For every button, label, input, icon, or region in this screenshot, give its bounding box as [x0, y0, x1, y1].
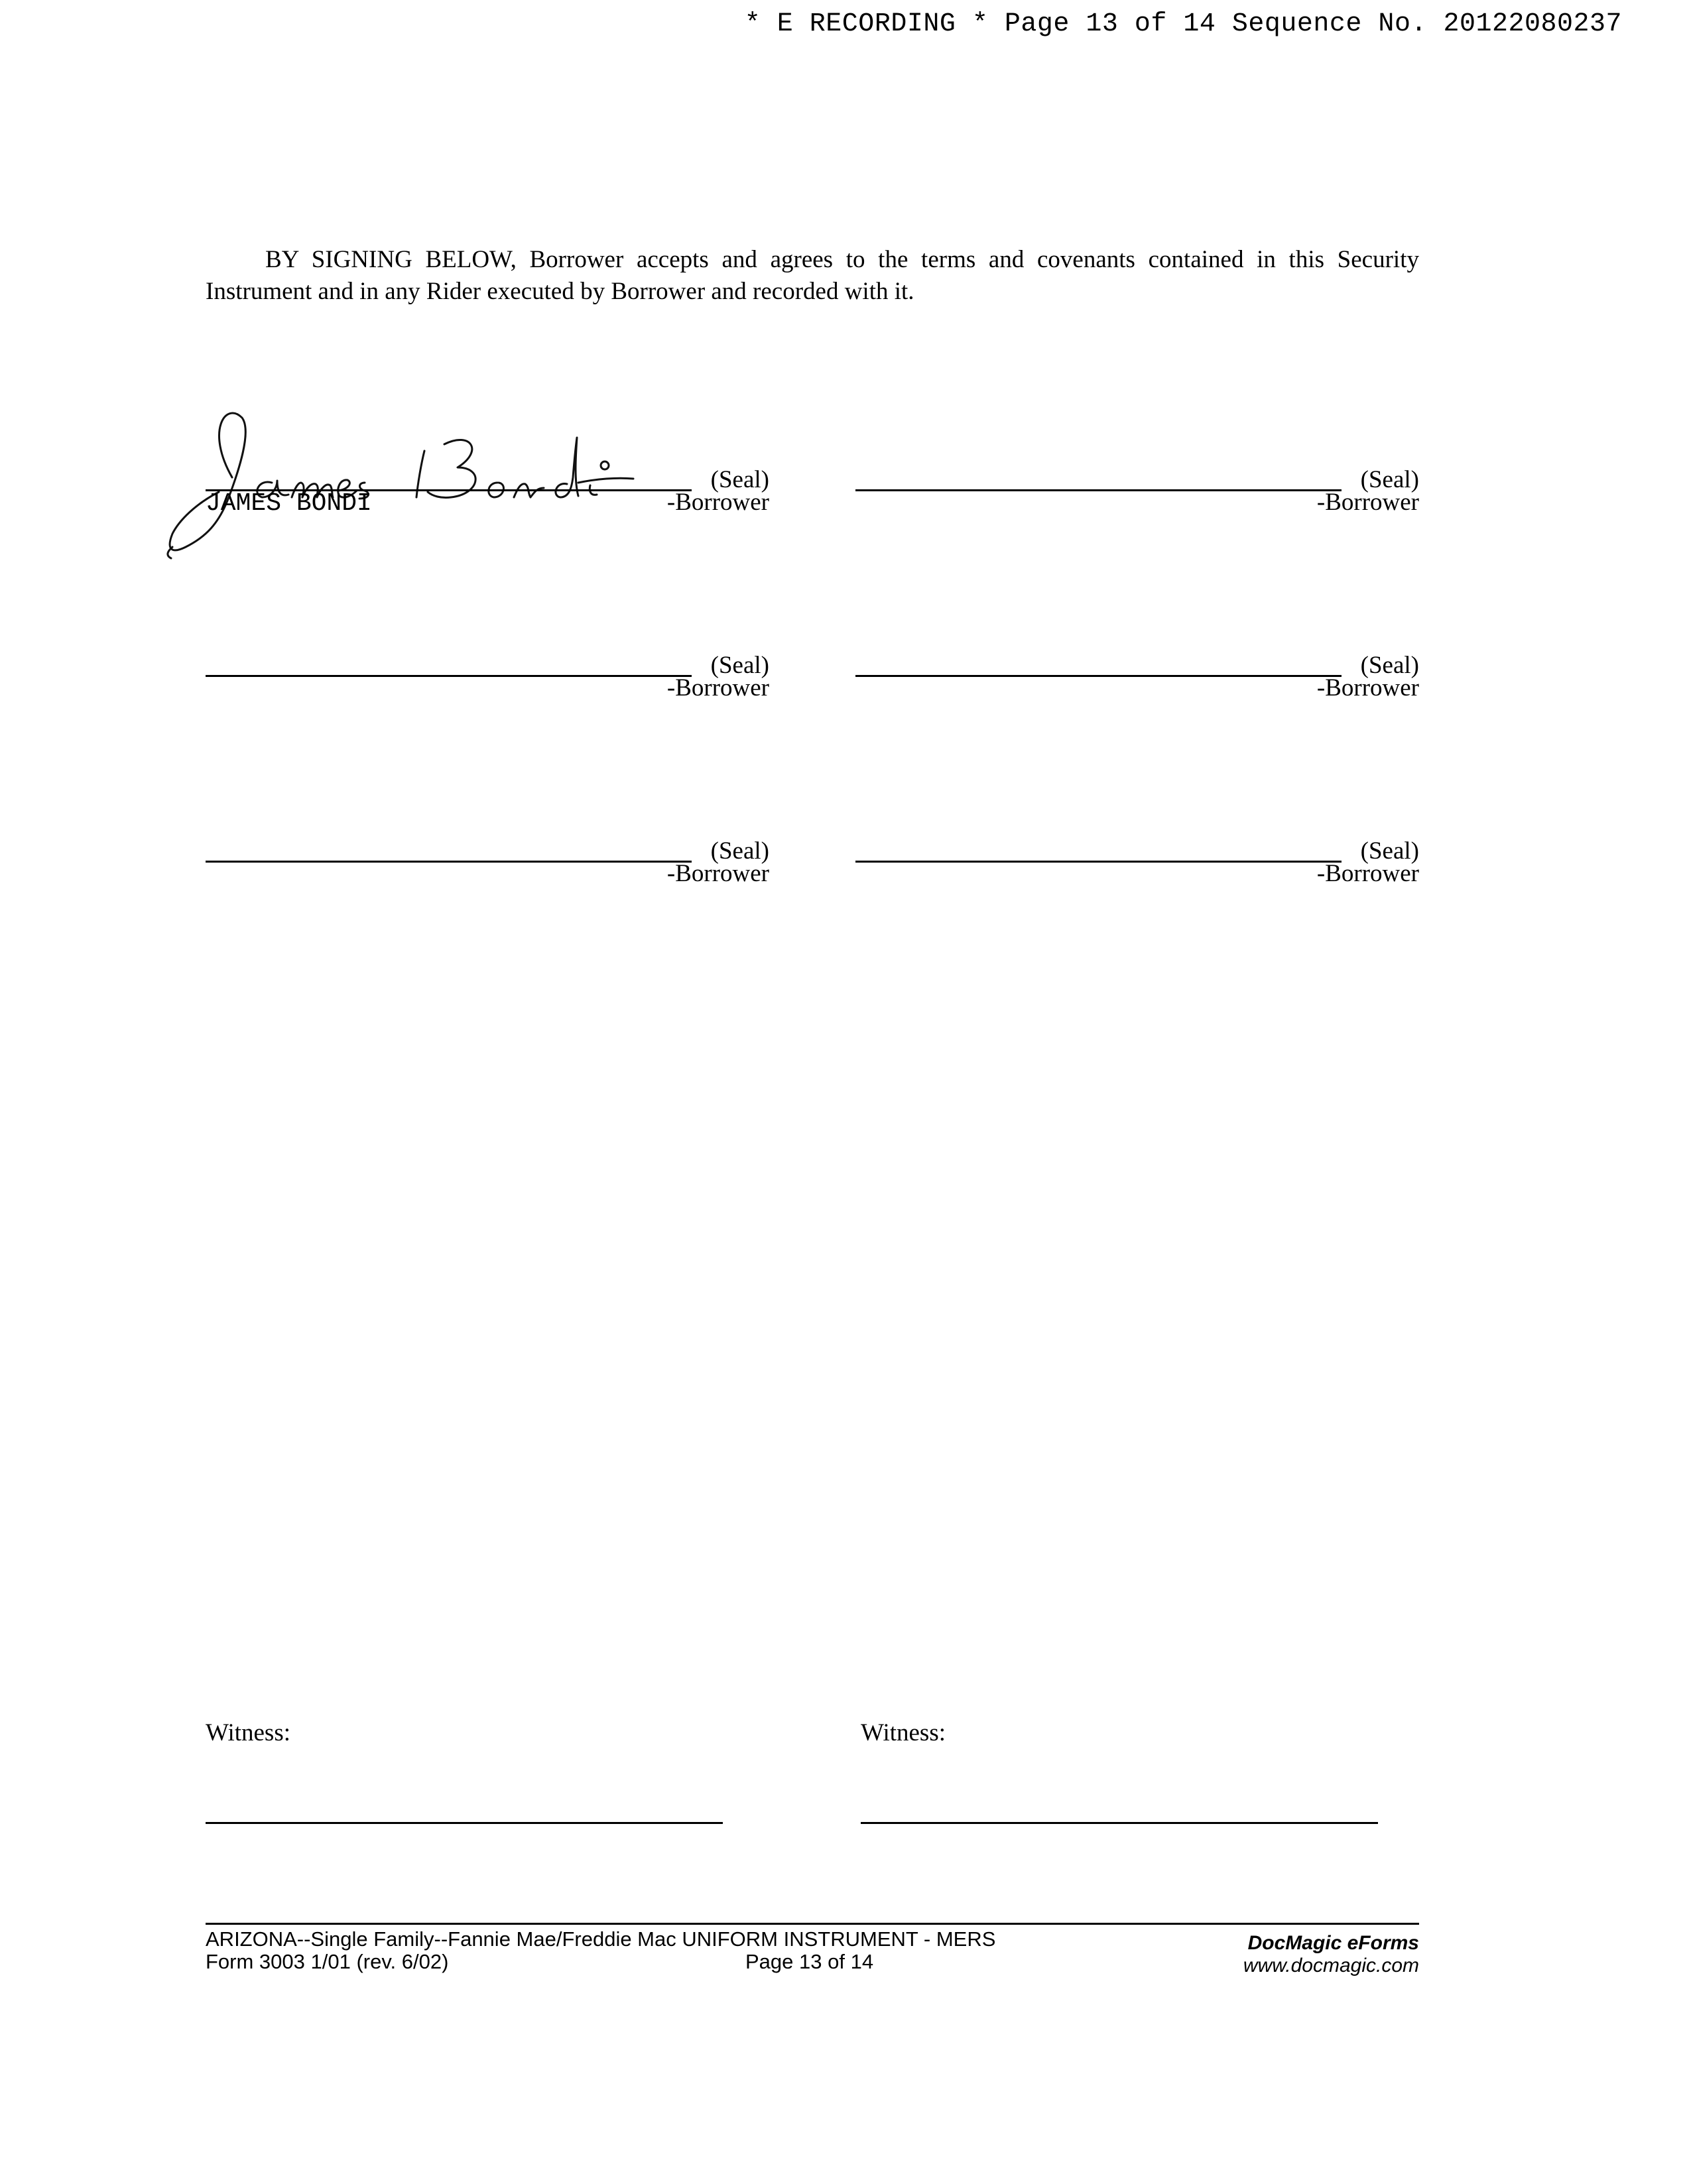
borrower-role-label: -Borrower — [1316, 860, 1419, 887]
footer-form-number: Form 3003 1/01 (rev. 6/02) — [206, 1950, 449, 1973]
seal-label: (Seal) — [710, 466, 769, 493]
signature-line[interactable] — [206, 861, 692, 863]
docmagic-logo: DocMagic eForms — [1247, 1932, 1419, 1954]
signing-statement-text: BY SIGNING BELOW, Borrower accepts and agrees to the terms and covenants contained in this Security Instrument and in any Rider executed by Borrower and recorded with it. — [206, 246, 1419, 305]
signature-line[interactable] — [855, 861, 1342, 863]
signing-statement — [206, 244, 1419, 308]
borrower-role-label: -Borrower — [666, 674, 769, 701]
signature-line[interactable] — [855, 489, 1342, 491]
signature-line[interactable] — [206, 675, 692, 677]
borrower-role-label: -Borrower — [1316, 674, 1419, 701]
footer-branding — [1243, 1932, 1419, 1977]
witness-signature-line-1[interactable] — [206, 1822, 723, 1824]
borrower-signature-block-1 — [206, 460, 769, 518]
footer-form-title: ARIZONA--Single Family--Fannie Mae/Freddie Mac UNIFORM INSTRUMENT - MERS — [206, 1927, 996, 1951]
seal-label: (Seal) — [1360, 652, 1419, 679]
footer-form-info — [206, 1928, 995, 1973]
seal-label: (Seal) — [1360, 466, 1419, 493]
borrower-role-label: -Borrower — [666, 860, 769, 887]
borrower-signature-block-6 — [855, 831, 1419, 887]
borrower-signature-block-4 — [855, 646, 1419, 699]
signature-line[interactable] — [855, 675, 1342, 677]
witness-signature-line-2[interactable] — [861, 1822, 1378, 1824]
borrower-name: JAMES BONDI — [206, 489, 372, 518]
borrower-signature-block-5 — [206, 831, 769, 887]
docmagic-website: www.docmagic.com — [1243, 1955, 1419, 1976]
seal-label: (Seal) — [710, 652, 769, 679]
footer-page-number: Page 13 of 14 — [745, 1950, 874, 1973]
footer-divider — [206, 1923, 1419, 1925]
seal-label: (Seal) — [1360, 837, 1419, 865]
borrower-role-label: -Borrower — [666, 489, 769, 516]
seal-label: (Seal) — [710, 837, 769, 865]
borrower-signature-block-3 — [206, 646, 769, 699]
borrower-role-label: -Borrower — [1316, 489, 1419, 516]
recording-stamp: * E RECORDING * Page 13 of 14 Sequence No. 20122080237 — [744, 9, 1622, 39]
borrower-signature-block-2 — [855, 460, 1419, 516]
witness-label-1: Witness: — [206, 1719, 291, 1746]
witness-label-2: Witness: — [861, 1719, 946, 1746]
